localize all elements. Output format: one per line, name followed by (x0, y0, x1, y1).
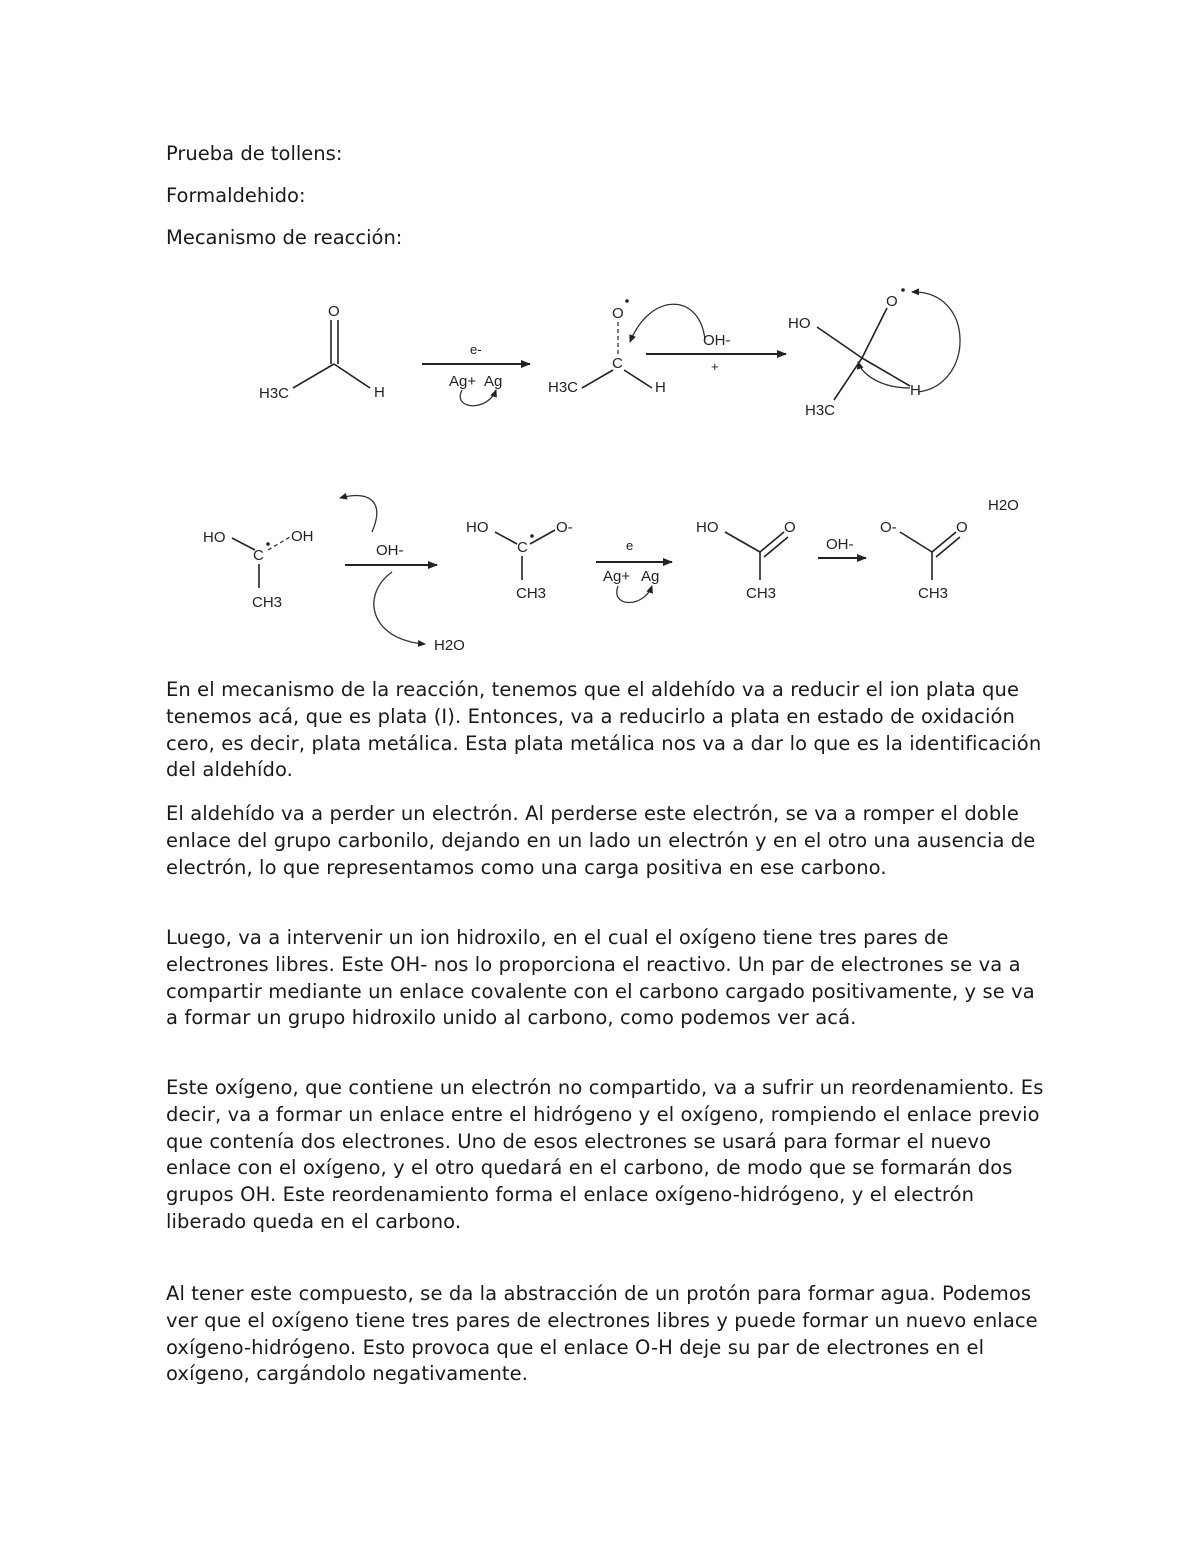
paragraph-5: Al tener este compuesto, se da la abstracción de un protón para formar agua. Podemos ver que el oxígeno tiene tres pares de electrones libres y puede formar un nuevo enlace oxígeno-hidrógeno. Esto provoca que el enlace O-H deje su par de electrones en el oxígeno, cargándolo negativamente. (166, 1282, 1038, 1386)
acid-ch3-label: CH3 (746, 585, 777, 602)
acetate-water-label: H2O (988, 497, 1019, 514)
acetate-molecule (880, 497, 1019, 602)
heading-mechanism: Mecanismo de reacción: (166, 226, 403, 249)
aldehyde-o-label: O (328, 303, 340, 320)
intermediate-molecule (788, 288, 960, 419)
diol-oh-label: OH (291, 528, 314, 545)
arrow4-ag-label: Ag (641, 568, 660, 585)
diol-ch3-label: CH3 (252, 594, 283, 611)
diol-radical-molecule (203, 496, 377, 611)
intermediate-h-label: H (910, 382, 921, 399)
heading-compound: Formaldehido: (166, 184, 306, 207)
acid-o-label: O (784, 519, 796, 536)
aldehyde-ch3-label: H3C (259, 385, 290, 402)
radical-cation-molecule (548, 299, 705, 396)
arrow4-ag-plus-label: Ag+ (603, 568, 631, 585)
acetate-o-label: O (956, 519, 968, 536)
diol-ho-label: HO (203, 529, 226, 546)
radical-o-label: O (612, 305, 624, 322)
radical-ch3-label: H3C (548, 379, 579, 396)
reaction-arrow-2 (646, 332, 786, 374)
intermediate-ch3-label: H3C (805, 402, 836, 419)
arrow1-electron-label: e- (470, 342, 482, 357)
intermediate-o-label: O (886, 293, 898, 310)
acetate-o-minus-label: O- (880, 519, 897, 536)
acid-ho-label: HO (696, 519, 719, 536)
alkoxide-c-label: C (517, 539, 528, 556)
intermediate-ho-label: HO (788, 315, 811, 332)
paragraph-2: El aldehído va a perder un electrón. Al perderse este electrón, se va a romper el doble enlace del grupo carbonilo, dejando en un lado un electrón y en el otro una ausencia de electrón, lo que representamos como una carga positiva en ese carbono. (166, 802, 1036, 879)
reaction-arrow-5 (818, 536, 866, 558)
reaction-arrow-1 (422, 342, 530, 406)
radical-h-label: H (655, 379, 666, 396)
acetate-ch3-label: CH3 (918, 585, 949, 602)
carboxylic-acid-molecule (696, 519, 796, 602)
paragraph-1: En el mecanismo de la reacción, tenemos que el aldehído va a reducir el ion plata que tenemos acá, que es plata (I). Entonces, va a reducirlo a plata en estado de oxidación cero, es decir, plata metálica. Esta plata metálica nos va a dar lo que es la identificación del aldehído. (166, 678, 1042, 782)
reaction-scheme (0, 270, 1200, 670)
arrow5-hydroxide-label: OH- (826, 536, 854, 553)
reaction-arrow-4 (596, 538, 672, 603)
alkoxide-radical-molecule (466, 519, 573, 602)
arrow3-hydroxide-label: OH- (376, 542, 404, 559)
reaction-arrow-3 (345, 542, 465, 654)
alkoxide-ho-label: HO (466, 519, 489, 536)
paragraph-3: Luego, va a intervenir un ion hidroxilo, en el cual el oxígeno tiene tres pares de electrones libres. Este OH- nos lo proporciona el reactivo. Un par de electrones se va a compartir mediante un enlace covalente con el carbono cargado positivamente, y se va a formar un grupo hidroxilo unido al carbono, como podemos ver acá. (166, 926, 1035, 1030)
paragraph-4: Este oxígeno, que contiene un electrón no compartido, va a sufrir un reordenamiento. Es decir, va a formar un enlace entre el hidrógeno y el oxígeno, rompiendo el enlace previo que contenía dos electrones. Uno de esos electrones se usará para formar el nuevo enlace con el oxígeno, y el otro quedará en el carbono, de modo que se formarán dos grupos OH. Este reordenamiento forma el enlace oxígeno-hidrógeno, y el electrón liberado queda en el carbono. (166, 1076, 1044, 1233)
diol-c-label: C (253, 547, 264, 564)
arrow1-ag-label: Ag (484, 373, 503, 390)
water-byproduct-label: H2O (434, 637, 465, 654)
arrow1-ag-plus-label: Ag+ (449, 373, 477, 390)
aldehyde-molecule (259, 303, 385, 402)
radical-c-label: C (612, 355, 623, 372)
aldehyde-h-label: H (374, 384, 385, 401)
alkoxide-o-label: O- (556, 519, 573, 536)
arrow2-hydroxide-label: OH- (703, 332, 731, 349)
arrow4-electron-label: e (626, 538, 634, 553)
arrow2-plus-label: + (711, 359, 719, 374)
heading-test: Prueba de tollens: (166, 142, 343, 165)
alkoxide-ch3-label: CH3 (516, 585, 547, 602)
